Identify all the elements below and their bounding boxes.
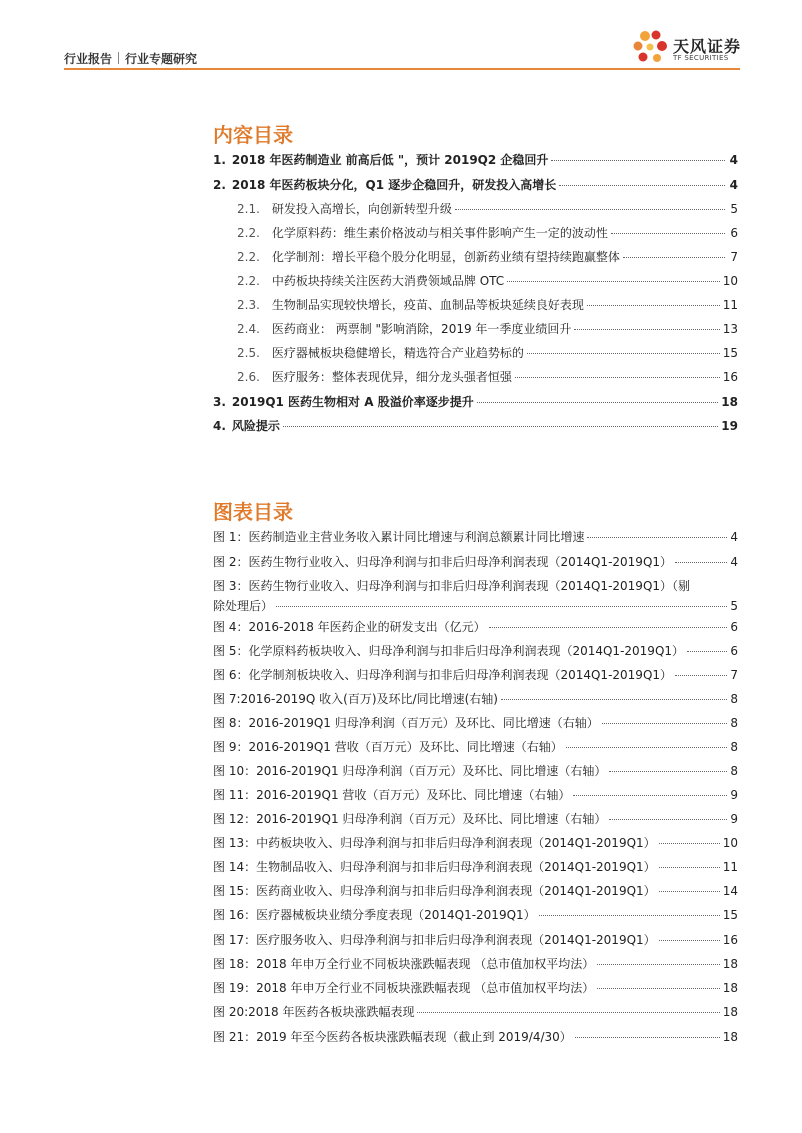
- figure-entry-text: 图 15：医药商业收入、归母净利润与扣非后归母净利润表现（2014Q1-2019Q1）: [213, 884, 656, 898]
- figure-entry-text: 图 1：医药制造业主营业务收入累计同比增速与利润总额累计同比增速: [213, 530, 585, 544]
- toc-entry-text: 研发投入高增长，向创新转型升级: [271, 202, 452, 216]
- figure-entry-text: 图 3：医药生物行业收入、归母净利润与扣非后归母净利润表现（2014Q1-2019Q1）（剔: [213, 579, 691, 593]
- leader-dots: [587, 537, 727, 538]
- figure-entry-text: 图 16：医疗器械板块业绩分季度表现（2014Q1-2019Q1）: [213, 908, 536, 922]
- figure-entry-19[interactable]: [213, 980, 738, 996]
- figure-entry-page: 8: [730, 692, 738, 706]
- figure-entry-10[interactable]: [213, 763, 738, 779]
- toc-entry-number: 2.2.: [237, 274, 260, 288]
- leader-dots: [575, 1037, 720, 1038]
- figure-entry-text: 图 12：2016-2019Q1 归母净利润（百万元）及环比、同比增速（右轴）: [213, 812, 607, 826]
- figure-entry-page: 8: [730, 716, 738, 730]
- toc-entry-text: 医疗器械板块稳健增长，精选符合产业趋势标的: [271, 346, 524, 360]
- toc-entry-number: 3.: [213, 395, 226, 409]
- toc-entry-2-2b[interactable]: [237, 249, 738, 265]
- figure-entry-text: 图 2：医药生物行业收入、归母净利润与扣非后归母净利润表现（2014Q1-2019Q1）: [213, 555, 673, 569]
- leader-dots: [675, 675, 727, 676]
- toc-entry-2-5[interactable]: [237, 345, 738, 361]
- figure-entry-page: 14: [722, 884, 738, 898]
- figure-entry-4[interactable]: [213, 619, 738, 635]
- figure-entry-21[interactable]: [213, 1029, 738, 1045]
- figure-list-title: 图表目录: [213, 500, 293, 524]
- figure-entry-page: 18: [722, 981, 738, 995]
- figure-entry-15[interactable]: [213, 883, 738, 899]
- toc-entry-text: 生物制品实现较快增长，疫苗、血制品等板块延续良好表现: [271, 298, 584, 312]
- breadcrumb-separator: [118, 52, 119, 64]
- figure-entry-page: 9: [730, 788, 738, 802]
- figure-entry-1[interactable]: [213, 529, 738, 545]
- toc-entry-number: 2.5.: [237, 346, 260, 360]
- toc-entry-2-2c[interactable]: [237, 273, 738, 289]
- figure-entry-text-wrap: 除处理后）: [213, 599, 274, 613]
- leader-dots: [587, 305, 720, 306]
- toc-entry-number: 2.2.: [237, 250, 260, 264]
- figure-entry-2[interactable]: [213, 554, 738, 570]
- leader-dots: [455, 209, 725, 210]
- leader-dots: [659, 843, 720, 844]
- toc-entry-number: 1.: [213, 153, 226, 167]
- toc-entry-number: 2.4.: [237, 322, 260, 336]
- logo-chinese-name: 天风证券: [673, 37, 742, 56]
- figure-entry-13[interactable]: [213, 835, 738, 851]
- figure-entry-5[interactable]: [213, 643, 738, 659]
- toc-entry-text: 医疗服务：整体表现优异，细分龙头强者恒强: [271, 370, 512, 384]
- figure-entry-text: 图 20:2018 年医药各板块涨跌幅表现: [213, 1005, 415, 1019]
- figure-entry-page: 4: [730, 555, 738, 569]
- leader-dots: [515, 377, 720, 378]
- leader-dots: [477, 402, 719, 403]
- toc-entry-number: 2.6.: [237, 370, 260, 384]
- leader-dots: [276, 606, 727, 607]
- flower-logo-icon: [629, 27, 673, 67]
- figure-entry-12[interactable]: [213, 811, 738, 827]
- figure-entry-page: 18: [722, 957, 738, 971]
- figure-entry-page: 10: [722, 836, 738, 850]
- toc-entry-text: 2018 年医药板块分化，Q1 逐步企稳回升，研发投入高增长: [231, 178, 557, 192]
- leader-dots: [566, 747, 728, 748]
- figure-entry-page: 16: [722, 933, 738, 947]
- leader-dots: [489, 627, 728, 628]
- toc-entry-text: 2018 年医药制造业 前高后低 "，预计 2019Q2 企稳回升: [231, 153, 549, 167]
- toc-entry-number: 2.2.: [237, 226, 260, 240]
- leader-dots: [659, 940, 720, 941]
- leader-dots: [623, 257, 725, 258]
- figure-entry-page: 11: [722, 860, 738, 874]
- toc-entry-page: 16: [722, 370, 738, 384]
- figure-entry-page: 6: [730, 620, 738, 634]
- toc-entry-number: 2.3.: [237, 298, 260, 312]
- figure-entry-16[interactable]: [213, 907, 738, 923]
- leader-dots: [501, 699, 727, 700]
- leader-dots: [573, 795, 727, 796]
- figure-entry-page: 7: [730, 668, 738, 682]
- figure-entry-text: 图 6：化学制剂板块收入、归母净利润与扣非后归母净利润表现（2014Q1-2019Q1）: [213, 668, 673, 682]
- leader-dots: [417, 1012, 719, 1013]
- leader-dots: [602, 723, 728, 724]
- leader-dots: [597, 988, 719, 989]
- leader-dots: [551, 160, 725, 161]
- toc-entry-text: 风险提示: [231, 419, 280, 433]
- figure-entry-text: 图 18：2018 年申万全行业不同板块涨跌幅表现 （总市值加权平均法）: [213, 957, 595, 971]
- toc-entry-page: 13: [722, 322, 738, 336]
- toc-entry-4[interactable]: [213, 418, 738, 434]
- tf-securities-logo: [629, 27, 749, 67]
- figure-entry-page: 8: [730, 740, 738, 754]
- figure-entry-17[interactable]: [213, 932, 738, 948]
- figure-entry-11[interactable]: [213, 787, 738, 803]
- toc-title: 内容目录: [213, 123, 293, 147]
- leader-dots: [659, 891, 720, 892]
- figure-entry-text: 图 17：医疗服务收入、归母净利润与扣非后归母净利润表现（2014Q1-2019Q1）: [213, 933, 656, 947]
- leader-dots: [687, 651, 727, 652]
- leader-dots: [675, 562, 727, 563]
- figure-entry-text: 图 8：2016-2019Q1 归母净利润（百万元）及环比、同比增速（右轴）: [213, 716, 599, 730]
- leader-dots: [507, 281, 720, 282]
- toc-entry-page: 19: [721, 419, 738, 433]
- figure-entry-18[interactable]: [213, 956, 738, 972]
- leader-dots: [574, 329, 719, 330]
- figure-entry-text: 图 7:2016-2019Q 收入(百万)及环比/同比增速(右轴): [213, 692, 498, 706]
- figure-entry-text: 图 10：2016-2019Q1 归母净利润（百万元）及环比、同比增速（右轴）: [213, 764, 607, 778]
- figure-entry-text: 图 11：2016-2019Q1 营收（百万元）及环比、同比增速（右轴）: [213, 788, 571, 802]
- leader-dots: [527, 353, 720, 354]
- toc-entry-page: 5: [730, 202, 738, 216]
- logo-english-name: TF SECURITIES: [673, 54, 729, 62]
- toc-entry-number: 4.: [213, 419, 226, 433]
- toc-entry-text: 医药商业： 两票制 "影响消除，2019 年一季度业绩回升: [271, 322, 572, 336]
- toc-entry-text: 化学原料药：维生素价格波动与相关事件影响产生一定的波动性: [271, 226, 608, 240]
- leader-dots: [609, 771, 727, 772]
- figure-entry-text: 图 19：2018 年申万全行业不同板块涨跌幅表现 （总市值加权平均法）: [213, 981, 595, 995]
- toc-entry-number: 2.1.: [237, 202, 260, 216]
- toc-entry-text: 2019Q1 医药生物相对 A 股溢价率逐步提升: [231, 395, 474, 409]
- toc-entry-page: 6: [730, 226, 738, 240]
- leader-dots: [559, 185, 725, 186]
- figure-entry-page: 8: [730, 764, 738, 778]
- figure-entry-text: 图 21：2019 年至今医药各板块涨跌幅表现（截止到 2019/4/30）: [213, 1030, 572, 1044]
- figure-entry-page: 5: [730, 599, 738, 613]
- figure-entry-text: 图 13：中药板块收入、归母净利润与扣非后归母净利润表现（2014Q1-2019Q1）: [213, 836, 656, 850]
- figure-entry-text: 图 5：化学原料药板块收入、归母净利润与扣非后归母净利润表现（2014Q1-2019Q1）: [213, 644, 685, 658]
- leader-dots: [609, 819, 727, 820]
- toc-entry-2-4[interactable]: [237, 321, 738, 337]
- leader-dots: [611, 233, 725, 234]
- header-divider: [64, 68, 740, 70]
- figure-entry-page: 18: [722, 1005, 738, 1019]
- figure-entry-continuation: [213, 596, 738, 616]
- toc-entry-page: 10: [722, 274, 738, 288]
- toc-entry-2-1[interactable]: [237, 201, 738, 217]
- leader-dots: [283, 426, 718, 427]
- figure-entry-page: 9: [730, 812, 738, 826]
- toc-entry-2-2a[interactable]: [237, 225, 738, 241]
- figure-entry-page: 4: [730, 530, 738, 544]
- figure-entry-20[interactable]: [213, 1004, 738, 1020]
- figure-entry-7[interactable]: [213, 691, 738, 707]
- figure-entry-page: 18: [722, 1030, 738, 1044]
- breadcrumb-report-type: 行业报告: [64, 52, 113, 66]
- figure-entry-3[interactable]: [213, 576, 738, 616]
- toc-entry-text: 化学制剂：增长平稳个股分化明显，创新药业绩有望持续跑赢整体: [271, 250, 620, 264]
- toc-entry-page: 15: [722, 346, 738, 360]
- toc-entry-page: 4: [729, 153, 738, 167]
- figure-entry-6[interactable]: [213, 667, 738, 683]
- breadcrumb: [64, 50, 197, 67]
- leader-dots: [597, 964, 719, 965]
- toc-entry-1[interactable]: [213, 152, 738, 168]
- toc-entry-page: 7: [730, 250, 738, 264]
- figure-entry-text: 图 9：2016-2019Q1 营收（百万元）及环比、同比增速（右轴）: [213, 740, 563, 754]
- figure-entry-page: 6: [730, 644, 738, 658]
- toc-entry-page: 4: [729, 178, 738, 192]
- toc-entry-2-3[interactable]: [237, 297, 738, 313]
- toc-entry-page: 18: [721, 395, 738, 409]
- toc-entry-3[interactable]: [213, 394, 738, 410]
- figure-entry-text: 图 4：2016-2018 年医药企业的研发支出（亿元）: [213, 620, 486, 634]
- page-header: [0, 0, 802, 70]
- toc-entry-2[interactable]: [213, 177, 738, 193]
- toc-entry-text: 中药板块持续关注医药大消费领域品牌 OTC: [271, 274, 505, 288]
- figure-entry-8[interactable]: [213, 715, 738, 731]
- figure-entry-9[interactable]: [213, 739, 738, 755]
- figure-entry-14[interactable]: [213, 859, 738, 875]
- leader-dots: [539, 915, 720, 916]
- toc-entry-2-6[interactable]: [237, 369, 738, 385]
- figure-entry-page: 15: [722, 908, 738, 922]
- toc-entry-number: 2.: [213, 178, 226, 192]
- breadcrumb-report-subtype: 行业专题研究: [125, 52, 198, 66]
- toc-entry-page: 11: [722, 298, 738, 312]
- leader-dots: [659, 867, 720, 868]
- figure-entry-text: 图 14：生物制品收入、归母净利润与扣非后归母净利润表现（2014Q1-2019Q1）: [213, 860, 656, 874]
